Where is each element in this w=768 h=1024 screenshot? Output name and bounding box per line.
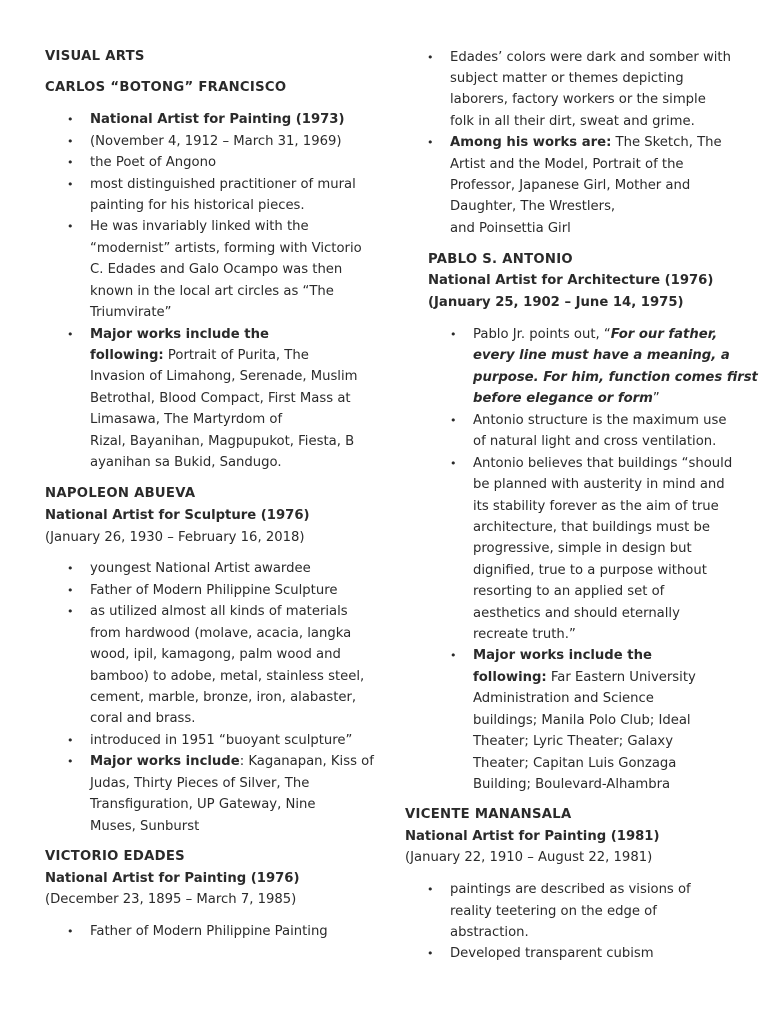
text-line: He was invariably linked with the	[90, 219, 309, 234]
text-line: Building; Boulevard-Alhambra	[473, 777, 671, 792]
bullet-icon: •	[67, 328, 74, 341]
bullet-icon: •	[450, 414, 457, 427]
text-line: of natural light and cross ventilation.	[473, 434, 717, 449]
text-line: painting for his historical pieces.	[90, 198, 305, 213]
text-line: Developed transparent cubism	[450, 946, 654, 961]
bullet-icon: •	[67, 135, 74, 148]
text-line: cement, marble, bronze, iron, alabaster,	[90, 690, 357, 705]
bullet-icon: •	[67, 220, 74, 233]
text-line: Edades’ colors were dark and somber with	[450, 50, 731, 65]
section-title: VISUAL ARTS	[45, 49, 145, 64]
bullet-icon: •	[427, 136, 434, 149]
text-line: most distinguished practitioner of mural	[90, 177, 356, 192]
text-line: Artist and the Model, Portrait of the	[450, 157, 684, 172]
text-line: be planned with austerity in mind and	[473, 477, 725, 492]
bullet-icon: •	[427, 883, 434, 896]
text-line: dignified, true to a purpose without	[473, 563, 707, 578]
text-line: wood, ipil, kamagong, palm wood and	[90, 647, 341, 662]
bullet-icon: •	[67, 584, 74, 597]
text-line: before elegance or form”	[473, 391, 660, 406]
text-line: Transfiguration, UP Gateway, Nine	[90, 797, 316, 812]
text-line: Rizal, Bayanihan, Magpupukot, Fiesta, B	[90, 434, 355, 449]
text-line: youngest National Artist awardee	[90, 561, 311, 576]
bullet-icon: •	[450, 457, 457, 470]
text-line: ayanihan sa Bukid, Sandugo.	[90, 455, 282, 470]
text-line: aesthetics and should eternally	[473, 606, 680, 621]
text-line: progressive, simple in design but	[473, 541, 692, 556]
text-line: bamboo) to adobe, metal, stainless steel,	[90, 669, 365, 684]
artist-name-antonio: PABLO S. ANTONIO	[428, 252, 573, 267]
award-line: National Artist for Sculpture (1976)	[45, 508, 310, 523]
dates-line: (January 22, 1910 – August 22, 1981)	[405, 850, 653, 865]
text-line: introduced in 1951 “buoyant sculpture”	[90, 733, 353, 748]
bullet-icon: •	[67, 562, 74, 575]
award-line: National Artist for Painting (1976)	[45, 871, 300, 886]
text-line: Pablo Jr. points out, “For our father,	[473, 327, 718, 342]
bullet-icon: •	[450, 649, 457, 662]
text-line: abstraction.	[450, 925, 529, 940]
text-line: Major works include the	[473, 648, 652, 663]
bullet-icon: •	[450, 328, 457, 341]
artist-name-francisco: CARLOS “BOTONG” FRANCISCO	[45, 80, 287, 95]
text-line: Judas, Thirty Pieces of Silver, The	[90, 776, 310, 791]
text-line: C. Edades and Galo Ocampo was then	[90, 262, 343, 277]
artist-name-abueva: NAPOLEON ABUEVA	[45, 486, 196, 501]
text-line: as utilized almost all kinds of materials	[90, 604, 348, 619]
text-line: and Poinsettia Girl	[450, 221, 571, 236]
text-line: Betrothal, Blood Compact, First Mass at	[90, 391, 351, 406]
text-line: Father of Modern Philippine Sculpture	[90, 583, 338, 598]
text-line: Professor, Japanese Girl, Mother and	[450, 178, 691, 193]
text-line: Administration and Science	[473, 691, 654, 706]
text-line: Theater; Capitan Luis Gonzaga	[473, 756, 677, 771]
text-line: Limasawa, The Martyrdom of	[90, 412, 283, 427]
text-line: laborers, factory workers or the simple	[450, 92, 706, 107]
text-line: from hardwood (molave, acacia, langka	[90, 626, 352, 641]
text-line: coral and brass.	[90, 711, 196, 726]
artist-name-manansala: VICENTE MANANSALA	[405, 807, 572, 822]
text-line: paintings are described as visions of	[450, 882, 691, 897]
text-line: Daughter, The Wrestlers,	[450, 199, 616, 214]
text-line: Antonio believes that buildings “should	[473, 456, 733, 471]
text-line: Invasion of Limahong, Serenade, Muslim	[90, 369, 358, 384]
bullet-icon: •	[67, 734, 74, 747]
bullet-icon: •	[67, 755, 74, 768]
dates-line: (November 4, 1912 – March 31, 1969)	[90, 134, 342, 149]
text-line: buildings; Manila Polo Club; Ideal	[473, 713, 691, 728]
dates-line: (December 23, 1895 – March 7, 1985)	[45, 892, 297, 907]
award-line: National Artist for Painting (1981)	[405, 829, 660, 844]
bullet-icon: •	[427, 947, 434, 960]
text-line: following: Far Eastern University	[473, 670, 696, 685]
text-line: recreate truth.”	[473, 627, 576, 642]
bullet-icon: •	[67, 178, 74, 191]
bullet-icon: •	[67, 113, 74, 126]
text-line: its stability forever as the aim of true	[473, 499, 719, 514]
award-line: National Artist for Architecture (1976)	[428, 273, 714, 288]
text-line: Major works include: Kaganapan, Kiss of	[90, 754, 374, 769]
text-line: subject matter or themes depicting	[450, 71, 684, 86]
text-line: the Poet of Angono	[90, 155, 217, 170]
text-line: Major works include the	[90, 327, 269, 342]
text-line: known in the local art circles as “The	[90, 284, 334, 299]
text-line: “modernist” artists, forming with Victorio	[90, 241, 362, 256]
text-line: resorting to an applied set of	[473, 584, 665, 599]
text-line: Father of Modern Philippine Painting	[90, 924, 328, 939]
text-line: following: Portrait of Purita, The	[90, 348, 309, 363]
award-line: National Artist for Painting (1973)	[90, 112, 345, 127]
bullet-icon: •	[67, 156, 74, 169]
dates-line: (January 25, 1902 – June 14, 1975)	[428, 295, 684, 310]
text-line: purpose. For him, function comes first	[473, 370, 758, 385]
text-line: reality teetering on the edge of	[450, 904, 657, 919]
text-line: every line must have a meaning, a	[473, 348, 730, 363]
text-line: folk in all their dirt, sweat and grime.	[450, 114, 695, 129]
bullet-icon: •	[67, 605, 74, 618]
artist-name-edades: VICTORIO EDADES	[45, 849, 185, 864]
text-line: Antonio structure is the maximum use	[473, 413, 727, 428]
text-line: Muses, Sunburst	[90, 819, 200, 834]
dates-line: (January 26, 1930 – February 16, 2018)	[45, 530, 305, 545]
text-line: Among his works are: The Sketch, The	[450, 135, 722, 150]
bullet-icon: •	[427, 51, 434, 64]
text-line: Theater; Lyric Theater; Galaxy	[473, 734, 674, 749]
bullet-icon: •	[67, 925, 74, 938]
text-line: architecture, that buildings must be	[473, 520, 710, 535]
text-line: Triumvirate”	[90, 305, 172, 320]
